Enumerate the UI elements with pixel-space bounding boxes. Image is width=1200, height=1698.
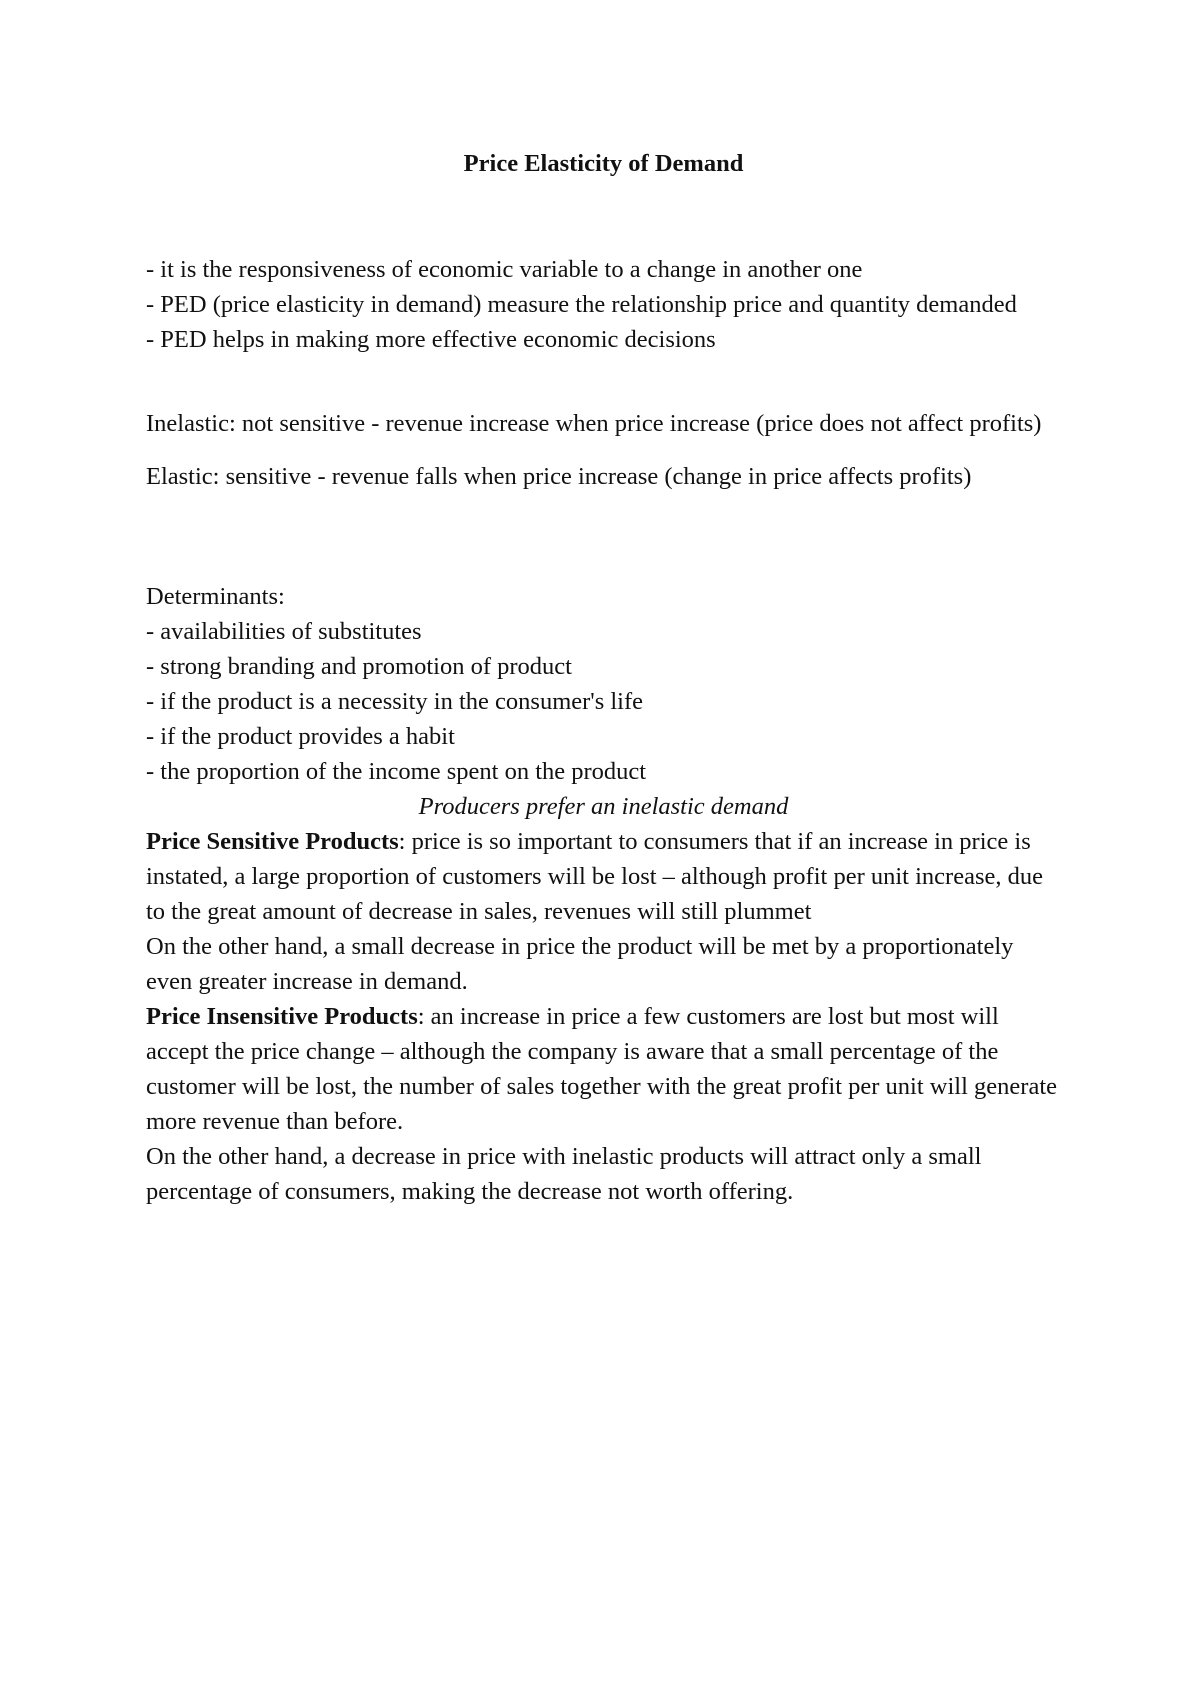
determinant-item: - if the product is a necessity in the consumer's life	[146, 688, 643, 715]
determinant-item: - availabilities of substitutes	[146, 618, 422, 645]
price-insensitive-text: : an increase in price a few customers are lost but most will accept the price change – although the company is aware that a small percentage of the customer will be lost, the number of sales together with the great profit per unit will generate more revenue than before.	[146, 1003, 1057, 1135]
determinants-heading: Determinants:	[146, 583, 285, 610]
determinant-item: - the proportion of the income spent on the product	[146, 758, 647, 785]
inelastic-definition: Inelastic: not sensitive - revenue increase when price increase (price does not affect profits)	[146, 410, 1042, 437]
price-sensitive-other-hand: On the other hand, a small decrease in price the product will be met by a proportionately even greater increase in demand.	[146, 933, 1014, 995]
page-title: Price Elasticity of Demand	[463, 150, 744, 177]
intro-point: - it is the responsiveness of economic variable to a change in another one	[146, 256, 863, 283]
document-body	[146, 146, 1061, 1209]
price-sensitive-term: Price Sensitive Products	[146, 828, 399, 855]
intro-list	[146, 252, 1061, 357]
price-insensitive-term: Price Insensitive Products	[146, 1003, 418, 1030]
determinant-item: - strong branding and promotion of product	[146, 653, 572, 680]
determinant-item: - if the product provides a habit	[146, 723, 455, 750]
price-insensitive-other-hand: On the other hand, a decrease in price with inelastic products will attract only a small percentage of consumers, making the decrease not worth offering.	[146, 1143, 982, 1205]
intro-point: - PED (price elasticity in demand) measure the relationship price and quantity demanded	[146, 291, 1017, 318]
price-sensitive-paragraph	[146, 824, 1061, 929]
price-sensitive-text: : price is so important to consumers that if an increase in price is instated, a large proportion of customers will be lost – although profit per unit increase, due to the great amount of decrease in sales, revenues will still plummet	[146, 828, 1043, 925]
intro-point: - PED helps in making more effective economic decisions	[146, 326, 716, 353]
price-insensitive-paragraph	[146, 999, 1061, 1139]
elastic-definition: Elastic: sensitive - revenue falls when price increase (change in price affects profits)	[146, 463, 972, 490]
determinants-section	[146, 579, 1061, 789]
producer-preference-quote: Producers prefer an inelastic demand	[418, 793, 789, 820]
